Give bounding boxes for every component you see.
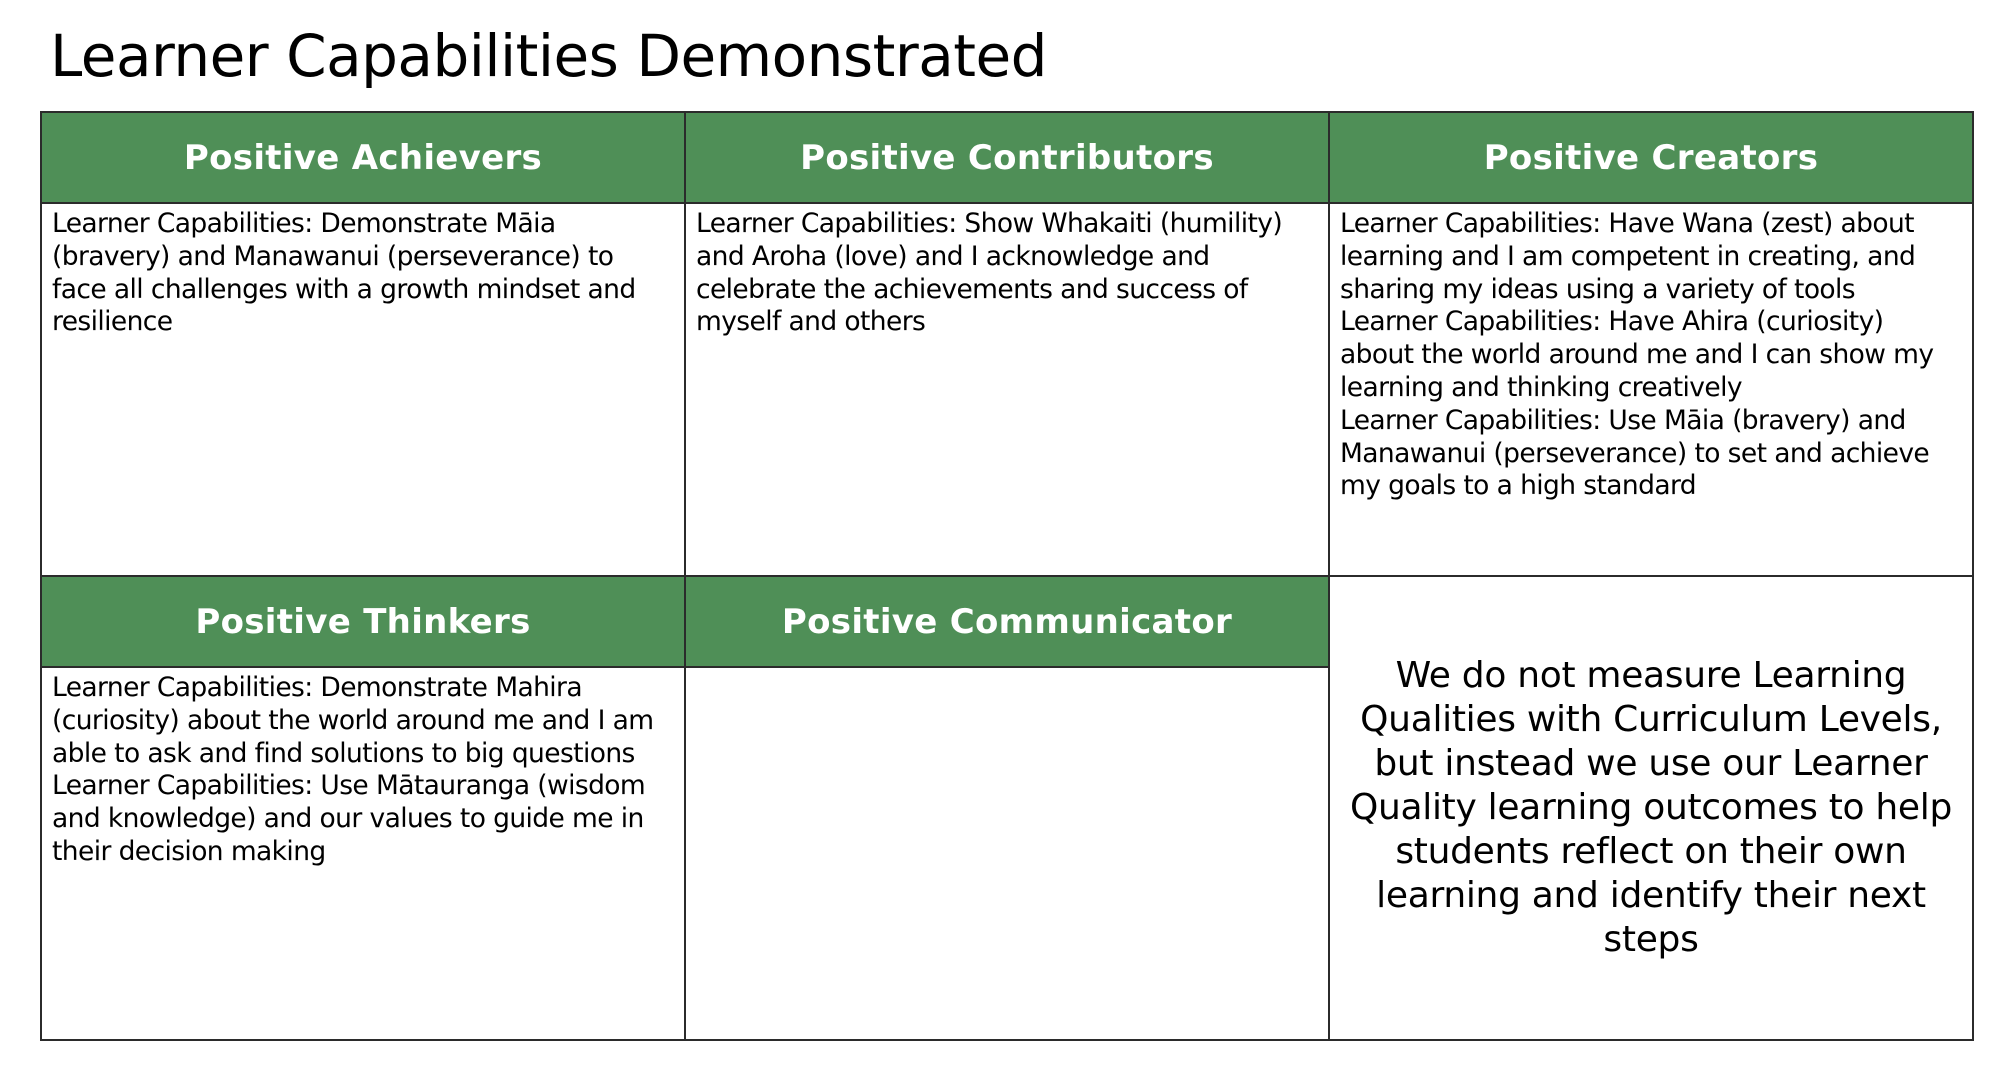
- cell-positive-creators: [1330, 113, 1972, 577]
- capability-text: Learner Capabilities: Show Whakaiti (humility) and Aroha (love) and I acknowledge and celebrate the achievements and success of myself and others: [696, 208, 1283, 338]
- capabilities-table: [40, 111, 1974, 1041]
- cell-heading: Positive Contributors: [686, 113, 1328, 204]
- capability-text: Learner Capabilities: Have Wana (zest) about learning and I am competent in creating, and sharing my ideas using a variety of tools: [1340, 208, 1916, 305]
- capability-text: Learner Capabilities: Use Māia (bravery) and Manawanui (perseverance) to set and achieve my goals to a high standard: [1340, 404, 1930, 502]
- cell-body: [42, 204, 684, 339]
- note-text: We do not measure Learning Qualities with Curriculum Levels, but instead we use our Learner Quality learning outcomes to help students reflect on their own learning and identify their next steps: [1349, 655, 1953, 960]
- capability-text: Learner Capabilities: Have Ahira (curiosity) about the world around me and I can show my learning and thinking creatively: [1340, 306, 1934, 403]
- cell-heading: Positive Achievers: [42, 113, 684, 204]
- cell-heading: Positive Creators: [1330, 113, 1972, 204]
- cell-heading: Positive Communicator: [686, 577, 1328, 668]
- capability-text: Learner Capabilities: Use Mātauranga (wisdom and knowledge) and our values to guide me in their decision making: [52, 770, 646, 867]
- cell-heading: Positive Thinkers: [42, 577, 684, 668]
- capability-text: Learner Capabilities: Demonstrate Mahira (curiosity) about the world around me and I am able to ask and find solutions to big questions: [52, 672, 654, 769]
- cell-positive-contributors: [686, 113, 1330, 577]
- page-title: Learner Capabilities Demonstrated: [50, 22, 1047, 90]
- cell-body: [42, 668, 684, 869]
- cell-body: [686, 204, 1328, 339]
- note-cell: [1330, 577, 1972, 1039]
- cell-body: [1330, 204, 1972, 503]
- capability-text: Learner Capabilities: Demonstrate Māia (bravery) and Manawanui (perseverance) to face all challenges with a growth mindset and resilience: [52, 208, 636, 338]
- cell-positive-communicator: [686, 577, 1330, 1039]
- cell-body: [686, 668, 1328, 672]
- cell-positive-achievers: [42, 113, 686, 577]
- cell-positive-thinkers: [42, 577, 686, 1039]
